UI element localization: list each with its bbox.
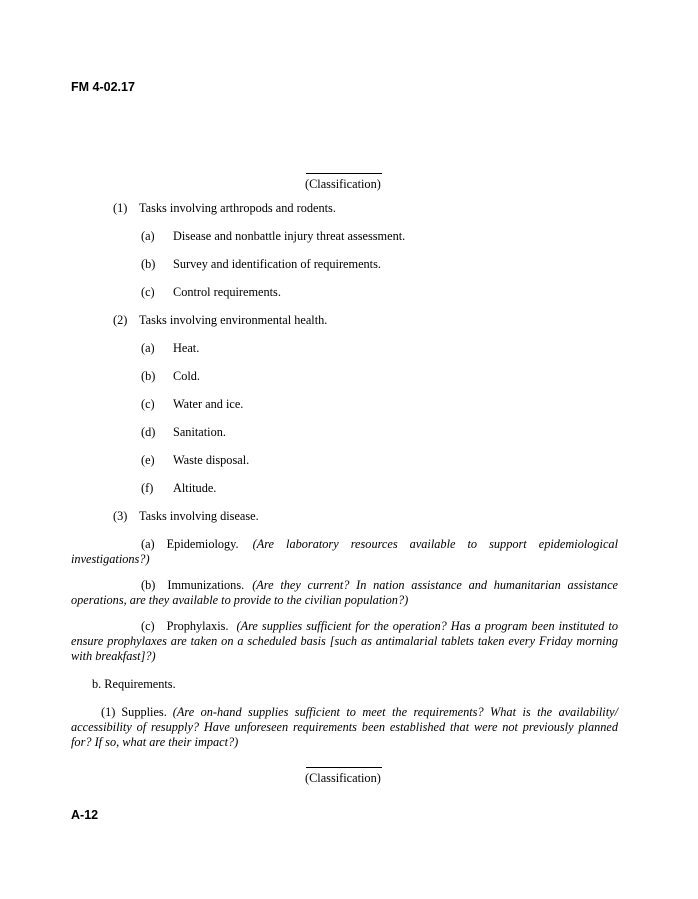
task-1a-label: Disease and nonbattle injury threat assessment. <box>173 229 406 243</box>
task-2-label: Tasks involving environmental health. <box>139 313 328 327</box>
task-2f-num: (f) <box>141 481 154 495</box>
disease-item-question: (Are they current? In nation assistance and humanitarian assistance operations, are they available to provide to the civilian population?) <box>71 578 618 607</box>
requirements-item-title: Supplies. <box>121 705 167 719</box>
disease-item-num: (b) <box>141 578 156 592</box>
task-2e-num: (e) <box>141 453 155 467</box>
disease-item-prophylaxis <box>71 619 618 664</box>
classification-top-line <box>306 173 382 174</box>
task-3-num: (3) <box>113 509 128 523</box>
task-2d-num: (d) <box>141 425 156 439</box>
disease-item-epidemiology <box>71 537 618 567</box>
task-2-num: (2) <box>113 313 128 327</box>
task-2b-num: (b) <box>141 369 156 383</box>
requirements-heading: b. Requirements. <box>92 677 176 691</box>
page-number: A-12 <box>71 808 99 822</box>
task-1a-num: (a) <box>141 229 155 243</box>
task-2e-label: Waste disposal. <box>173 453 250 467</box>
requirements-supplies <box>71 705 618 750</box>
task-1-num: (1) <box>113 201 128 215</box>
task-2b-label: Cold. <box>173 369 200 383</box>
requirements-item-num: (1) <box>101 705 116 719</box>
task-1c-label: Control requirements. <box>173 285 281 299</box>
task-2a-label: Heat. <box>173 341 200 355</box>
classification-bottom: (Classification) <box>305 771 381 785</box>
task-1b-label: Survey and identification of requirements. <box>173 257 381 271</box>
task-2f-label: Altitude. <box>173 481 217 495</box>
task-1b-num: (b) <box>141 257 156 271</box>
requirements-item-question: (Are on-hand supplies sufficient to meet the requirements? What is the availability/ accessibility of resupply? Have unforeseen requirements been established that were not previously planned for? If so, what are their impact?) <box>71 705 618 749</box>
disease-item-title: Prophylaxis. <box>166 619 229 633</box>
disease-item-question: (Are laboratory resources available to support epidemiological investigations?) <box>71 537 618 566</box>
task-2a-num: (a) <box>141 341 155 355</box>
disease-item-num: (c) <box>141 619 155 633</box>
disease-item-question: (Are supplies sufficient for the operation? Has a program been instituted to ensure prophylaxes are taken on a scheduled basis [such as antimalarial tablets taken every Friday morning with breakfast]?) <box>71 619 618 663</box>
classification-top: (Classification) <box>305 177 381 191</box>
task-2c-num: (c) <box>141 397 155 411</box>
task-3-label: Tasks involving disease. <box>139 509 259 523</box>
task-1c-num: (c) <box>141 285 155 299</box>
doc-id-header: FM 4-02.17 <box>71 80 135 94</box>
disease-item-title: Epidemiology. <box>166 537 239 551</box>
disease-item-immunizations <box>71 578 618 608</box>
disease-item-title: Immunizations. <box>167 578 245 592</box>
task-2c-label: Water and ice. <box>173 397 244 411</box>
task-1-label: Tasks involving arthropods and rodents. <box>139 201 336 215</box>
task-2d-label: Sanitation. <box>173 425 226 439</box>
classification-bottom-line <box>306 767 382 768</box>
disease-item-num: (a) <box>141 537 155 551</box>
